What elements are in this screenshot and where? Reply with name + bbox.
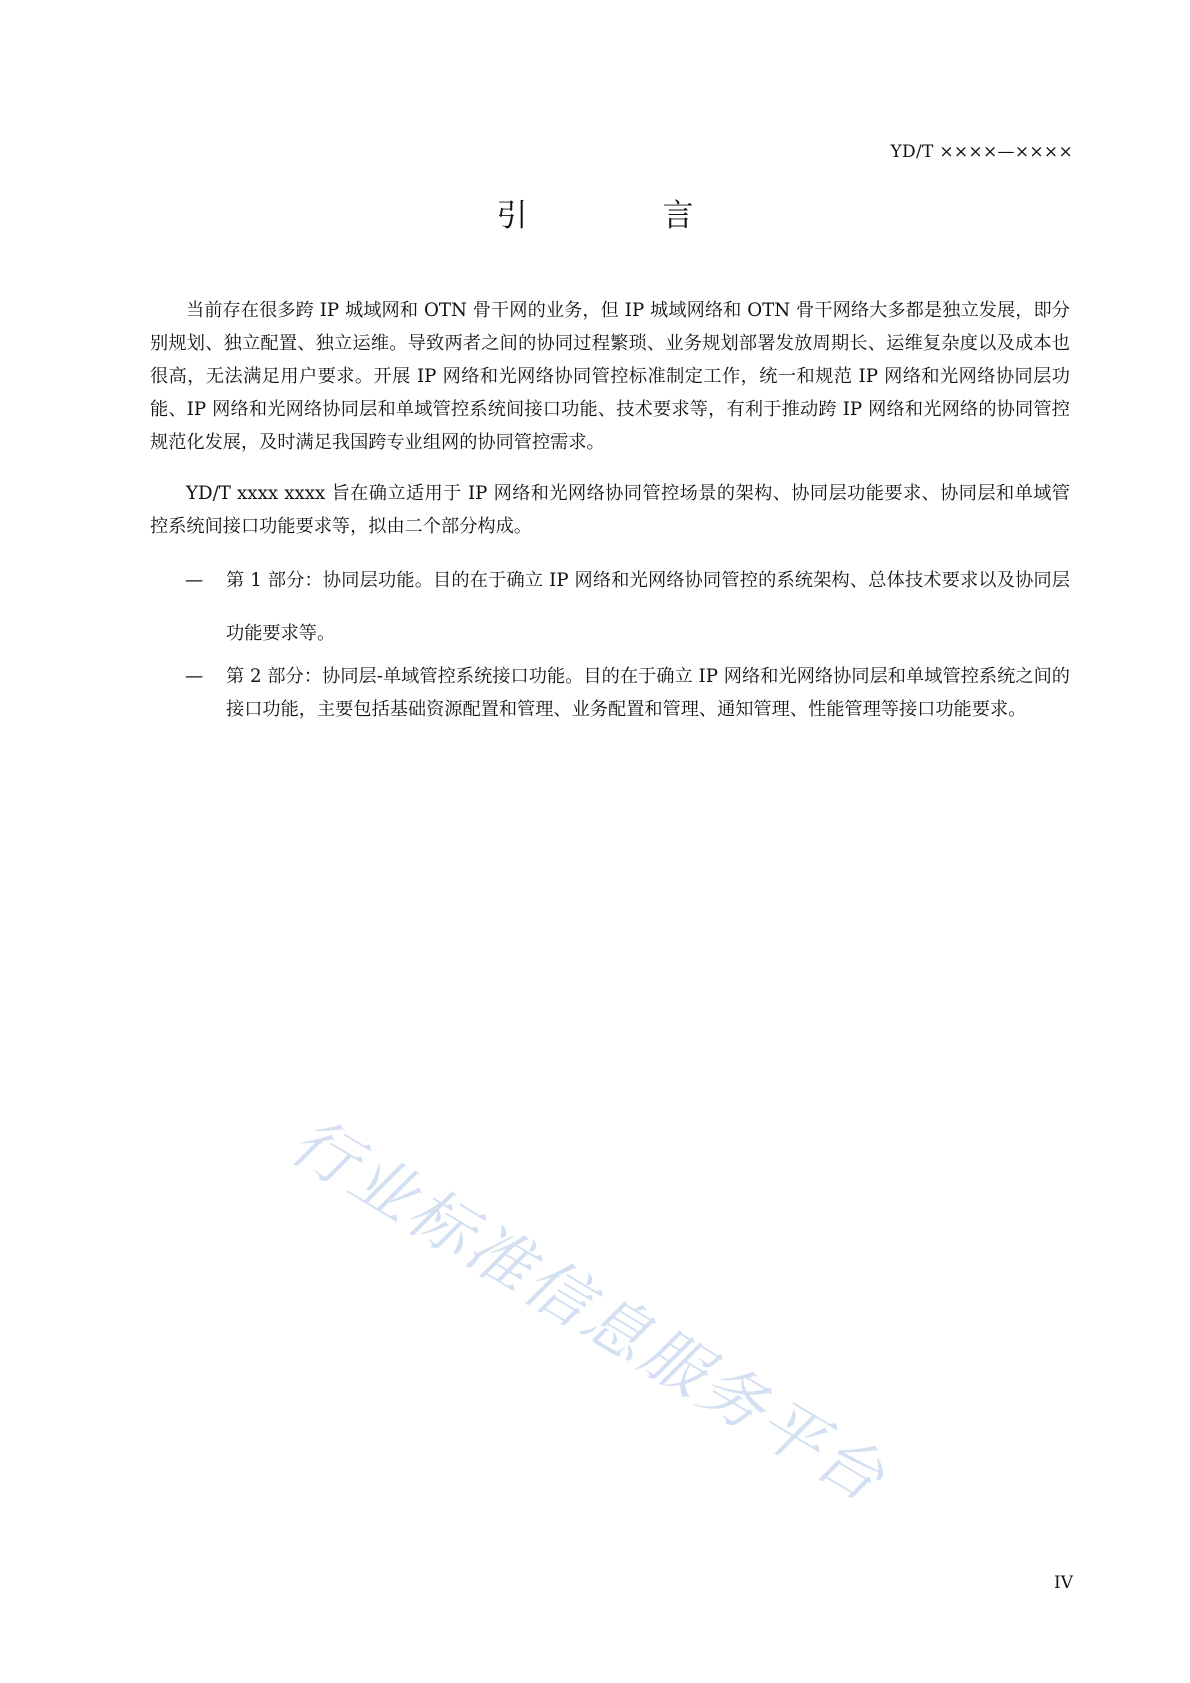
page-title: 引 言 [496,198,746,234]
list-item-text: 第 1 部分：协同层功能。目的在于确立 IP 网络和光网络协同管控的系统架构、总体技术要求以及协同层功能要求等。 [226,570,1070,644]
list-item-text: 第 2 部分：协同层-单域管控系统接口功能。目的在于确立 IP 网络和光网络协同层和单域管控系统之间的接口功能，主要包括基础资源配置和管理、业务配置和管理、通知管理、性能管理等接口功能要求。 [226,666,1070,720]
page-number: IV [1054,1573,1073,1593]
watermark: 行业标准信息服务平台 [277,1104,899,1519]
intro-paragraph-1: 当前存在很多跨 IP 城域网和 OTN 骨干网的业务，但 IP 城域网络和 OTN 骨干网络大多都是独立发展，即分别规划、独立配置、独立运维。导致两者之间的协同过程繁琐、业务规划部署发放周期长、运维复杂度以及成本也很高，无法满足用户要求。开展 IP 网络和光网络协同管控标准制定工作，统一和规范 IP 网络和光网络协同层功能、IP 网络和光网络协同层和单域管控系统间接口功能、技术要求等，有利于推动跨 IP 网络和光网络的协同管控规范化发展，及时满足我国跨专业组网的协同管控需求。 [150,300,1070,453]
list-dash: — [185,666,204,687]
intro-paragraph-2: YD/T xxxx xxxx 旨在确立适用于 IP 网络和光网络协同管控场景的架构、协同层功能要求、协同层和单域管控系统间接口功能要求等，拟由二个部分构成。 [150,483,1070,537]
list-dash: — [185,570,204,591]
document-code: YD/T ××××—×××× [890,142,1073,162]
